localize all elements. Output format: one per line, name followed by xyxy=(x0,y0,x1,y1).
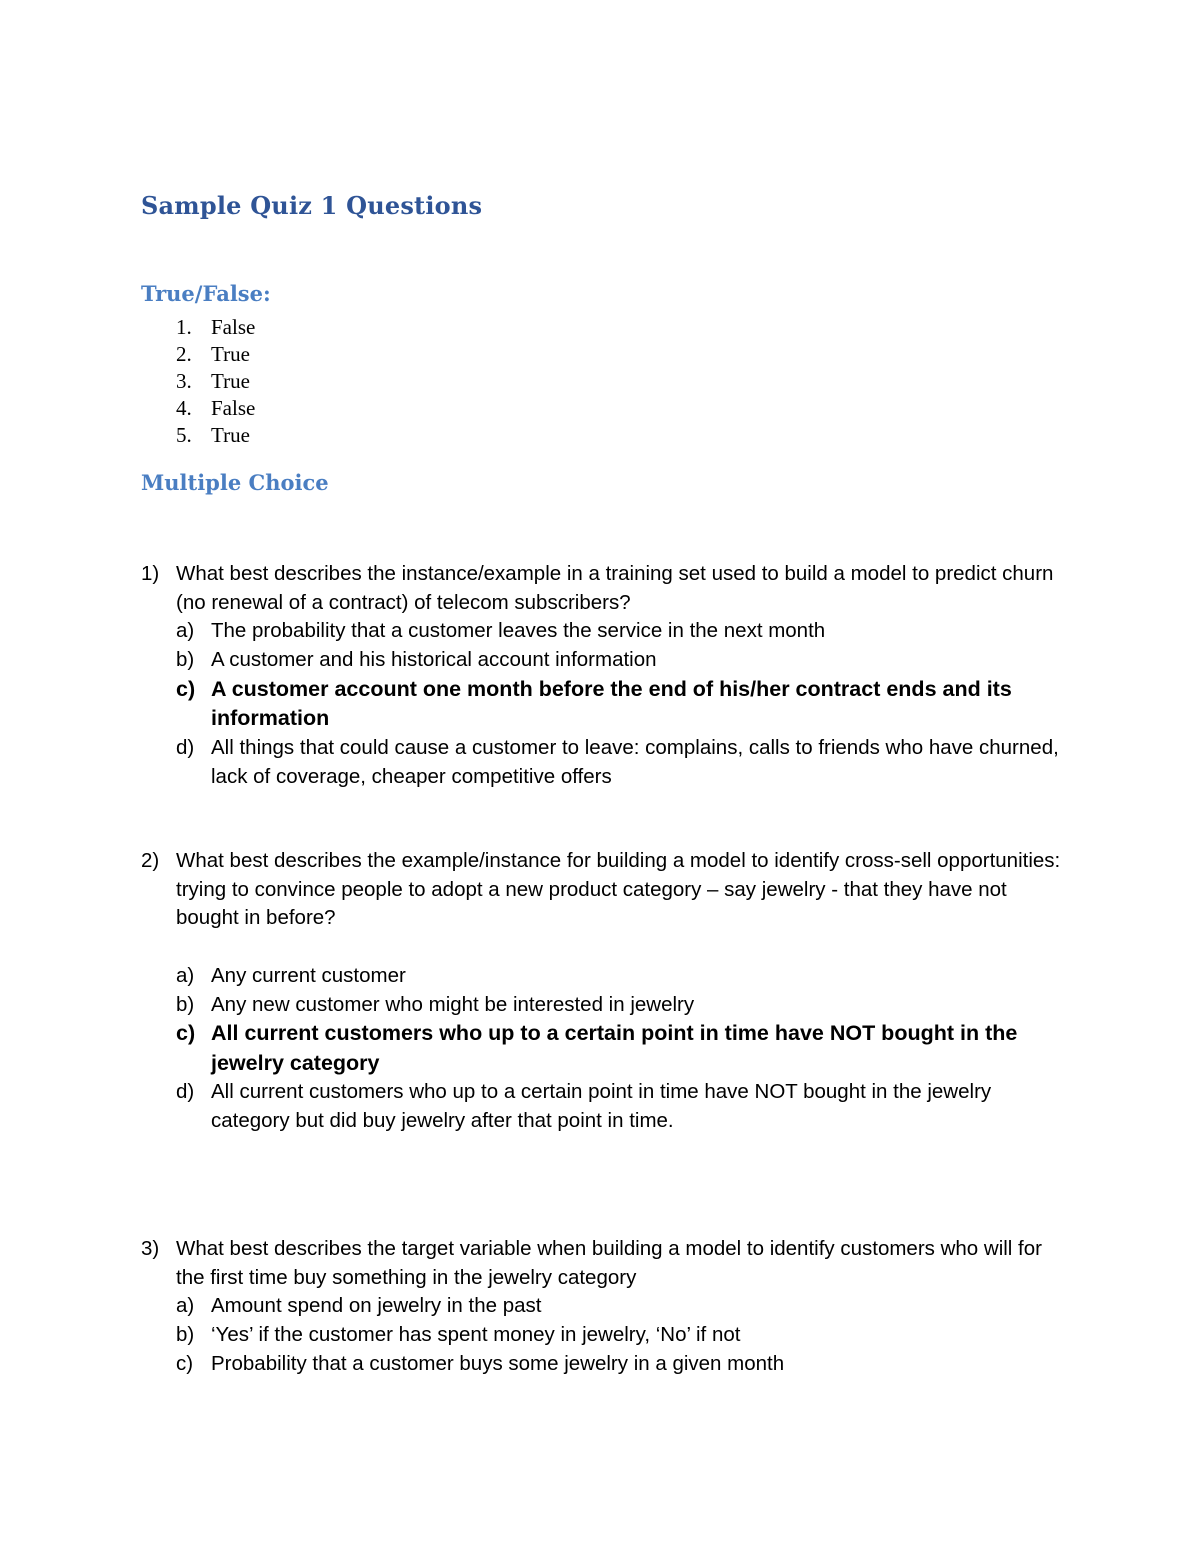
option-text: A customer account one month before the end of his/her contract ends and its information xyxy=(211,676,1012,731)
option-letter: a) xyxy=(176,619,195,643)
option-text: Probability that a customer buys some jewelry in a given month xyxy=(211,1351,785,1375)
option-text: Any new customer who might be interested in jewelry xyxy=(211,992,695,1016)
answer-value: False xyxy=(211,315,256,339)
option-c-correct xyxy=(141,675,1061,734)
option-d xyxy=(141,1078,1061,1135)
answer-number: 3. xyxy=(176,369,192,393)
question-number: 2) xyxy=(141,849,160,872)
option-letter: b) xyxy=(176,1323,195,1347)
option-text: All current customers who up to a certain point in time have NOT bought in the jewelry category but did buy jewelry after that point in time. xyxy=(211,1080,992,1132)
option-letter: c) xyxy=(176,676,196,701)
question-stem xyxy=(141,1235,1061,1292)
question-3 xyxy=(141,1235,1061,1379)
option-c xyxy=(141,1350,1061,1379)
option-text: Any current customer xyxy=(211,963,406,987)
question-number: 1) xyxy=(141,562,160,585)
option-letter: b) xyxy=(176,992,195,1016)
option-letter: d) xyxy=(176,735,195,759)
option-letter: d) xyxy=(176,1080,195,1104)
answer-value: True xyxy=(211,342,250,366)
multiple-choice-heading: Multiple Choice xyxy=(141,470,329,495)
answer-number: 4. xyxy=(176,396,192,420)
option-letter: b) xyxy=(176,648,195,672)
question-stem xyxy=(141,847,1061,933)
spacer xyxy=(141,933,1061,962)
question-text: What best describes the example/instance for building a model to identify cross-sell opportunities: trying to convince people to adopt a new product category – say jewelry - that they have not bought in before? xyxy=(176,849,1061,930)
question-text: What best describes the target variable when building a model to identify customers who will for the first time buy something in the jewelry category xyxy=(176,1237,1042,1289)
option-letter: c) xyxy=(176,1021,196,1046)
option-letter: a) xyxy=(176,1294,195,1318)
answer-value: False xyxy=(211,396,256,420)
option-text: ‘Yes’ if the customer has spent money in jewelry, ‘No’ if not xyxy=(211,1323,741,1347)
answer-number: 1. xyxy=(176,315,192,339)
answer-number: 2. xyxy=(176,342,192,366)
option-text: A customer and his historical account information xyxy=(211,648,657,672)
option-c-correct xyxy=(141,1019,1061,1078)
option-text: All things that could cause a customer to leave: complains, calls to friends who have churned, lack of coverage, cheaper competitive offers xyxy=(211,735,1059,788)
option-letter: c) xyxy=(176,1351,194,1375)
option-a xyxy=(141,617,1061,646)
option-b xyxy=(141,1321,1061,1350)
option-b xyxy=(141,991,1061,1020)
option-text: All current customers who up to a certain point in time have NOT bought in the jewelry category xyxy=(211,1021,1018,1075)
option-letter: a) xyxy=(176,963,195,987)
option-b xyxy=(141,646,1061,675)
option-a xyxy=(141,962,1061,991)
question-text: What best describes the instance/example in a training set used to build a model to predict churn (no renewal of a contract) of telecom subscribers? xyxy=(176,562,1054,614)
option-text: Amount spend on jewelry in the past xyxy=(211,1294,542,1318)
question-number: 3) xyxy=(141,1237,160,1260)
answer-value: True xyxy=(211,369,250,393)
option-text: The probability that a customer leaves the service in the next month xyxy=(211,619,826,643)
answer-value: True xyxy=(211,423,250,447)
true-false-heading: True/False: xyxy=(141,281,271,306)
question-1 xyxy=(141,560,1061,791)
answer-number: 5. xyxy=(176,423,192,447)
page-title: Sample Quiz 1 Questions xyxy=(141,191,483,220)
option-d xyxy=(141,734,1061,791)
option-a xyxy=(141,1292,1061,1321)
question-2 xyxy=(141,847,1061,1136)
question-stem xyxy=(141,560,1061,617)
